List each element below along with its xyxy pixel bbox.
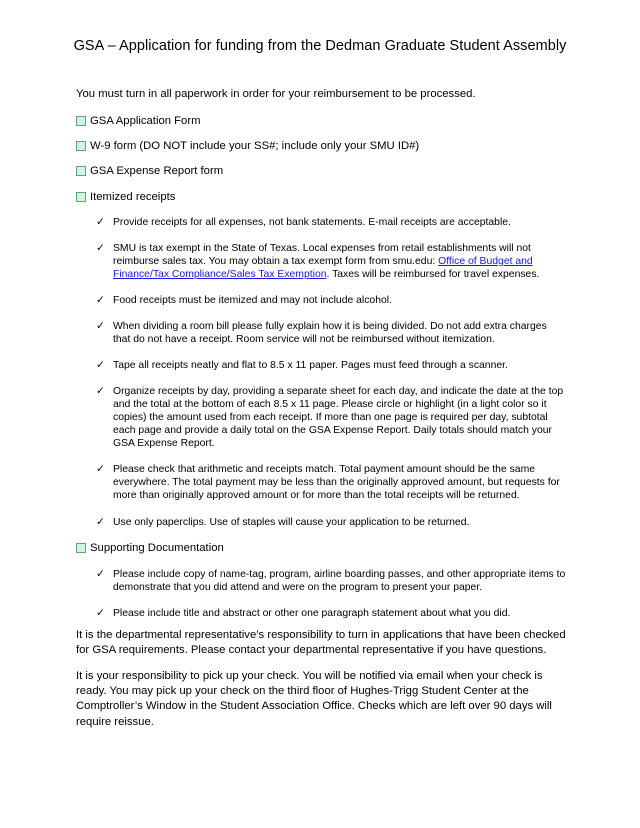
bullet-text: When dividing a room bill please fully explain how it is being divided. Do not add extra charges that do not have a receipt. Room service will not be reimbursed without itemization.	[113, 321, 547, 345]
checklist-item-w9-form	[76, 140, 419, 152]
list-item	[96, 607, 566, 620]
check-mark-icon: ✓	[96, 568, 105, 580]
list-item	[96, 242, 566, 281]
list-item	[96, 359, 566, 372]
checkbox-icon[interactable]	[76, 166, 86, 176]
check-mark-icon: ✓	[96, 320, 105, 332]
bullet-text: Food receipts must be itemized and may not include alcohol.	[113, 295, 392, 306]
bullet-text	[113, 242, 566, 281]
check-mark-icon: ✓	[96, 516, 105, 528]
list-item	[96, 320, 566, 346]
list-item	[96, 568, 566, 594]
bullet-text: Please include title and abstract or other one paragraph statement about what you did.	[113, 608, 511, 619]
checklist-item-itemized-receipts	[76, 191, 175, 203]
list-item	[96, 216, 566, 229]
page-title: GSA – Application for funding from the Dedman Graduate Student Assembly	[73, 38, 567, 54]
checklist-label: GSA Expense Report form	[90, 165, 224, 177]
list-item	[96, 516, 566, 529]
list-item	[96, 294, 566, 307]
checkbox-icon[interactable]	[76, 116, 86, 126]
checklist-label: Itemized receipts	[90, 191, 176, 203]
checkbox-icon[interactable]	[76, 141, 86, 151]
bullet-text: Use only paperclips. Use of staples will cause your application to be returned.	[113, 517, 470, 528]
check-mark-icon: ✓	[96, 359, 105, 371]
bullet-text-before: SMU is tax exempt in the State of Texas. Local expenses from retail establishments will not reimburse sales tax. You may obtain a tax exempt form from smu.edu:	[113, 243, 531, 267]
checklist-label: Supporting Documentation	[90, 542, 224, 554]
check-mark-icon: ✓	[96, 216, 105, 228]
check-mark-icon: ✓	[96, 607, 105, 619]
checkbox-icon[interactable]	[76, 543, 86, 553]
bullet-text-after: . Taxes will be reimbursed for travel expenses.	[326, 269, 540, 280]
bullet-text: Provide receipts for all expenses, not bank statements. E-mail receipts are acceptable.	[113, 217, 511, 228]
checklist-item-supporting-documentation	[76, 542, 224, 554]
check-mark-icon: ✓	[96, 294, 105, 306]
check-mark-icon: ✓	[96, 242, 105, 254]
sales-tax-exemption-link[interactable]: Office of Budget and Finance/Tax Compliance/Sales Tax Exemption	[113, 256, 533, 280]
check-mark-icon: ✓	[96, 385, 105, 397]
checkbox-icon[interactable]	[76, 192, 86, 202]
bullet-text: Tape all receipts neatly and flat to 8.5 x 11 paper. Pages must feed through a scanner.	[113, 360, 508, 371]
bullet-text: Please check that arithmetic and receipts match. Total payment amount should be the same everywhere. The total payment may be less than the originally approved amount, but requests for more than originally approved amount or for more than the total receipts will be returned.	[113, 464, 560, 501]
checklist-label: GSA Application Form	[90, 115, 201, 127]
checklist-item-application-form	[76, 115, 201, 127]
bullet-text: Please include copy of name-tag, program, airline boarding passes, and other appropriate items to demonstrate that you did attend and were on the program to present your paper.	[113, 569, 566, 593]
check-pickup-paragraph: It is your responsibility to pick up your check. You will be notified via email when your check is ready. You may pick up your check on the third floor of Hughes-Trigg Student Center at the Comptroller’s Window in the Student Association Office. Checks which are left over 90 days will require reissue.	[76, 670, 552, 728]
list-item	[96, 385, 566, 450]
list-item	[96, 463, 566, 502]
bullet-text: Organize receipts by day, providing a separate sheet for each day, and indicate the date at the top and the total at the bottom of each 8.5 x 11 page. Please circle or highlight (in a light color so it copies) the amount used from each receipt. If more than one page is required per day, subtotal each page and provide a daily total on the GSA Expense Report. Daily totals should match your GSA Expense Report.	[113, 386, 564, 449]
responsibility-paragraph: It is the departmental representative’s responsibility to turn in applications that have been checked for GSA requirements. Please contact your departmental representative if you have questions.	[76, 629, 566, 657]
check-mark-icon: ✓	[96, 463, 105, 475]
checklist-item-expense-report	[76, 165, 223, 177]
checklist-label: W-9 form (DO NOT include your SS#; include only your SMU ID#)	[90, 140, 420, 152]
intro-text: You must turn in all paperwork in order for your reimbursement to be processed.	[76, 88, 476, 100]
